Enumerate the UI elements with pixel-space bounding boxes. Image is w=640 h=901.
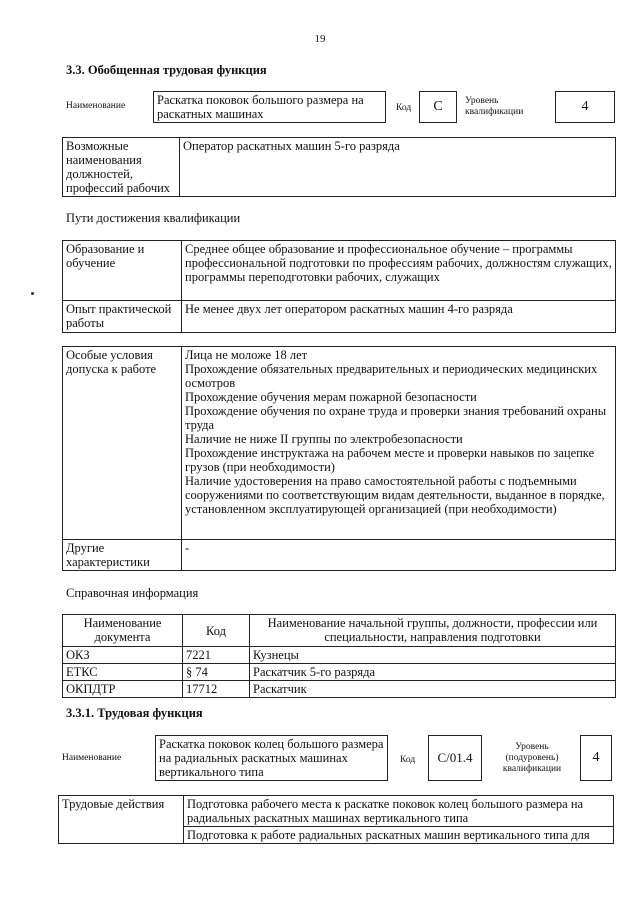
ref-header-doc: Наименование документа [63, 615, 183, 647]
level-value: 4 [555, 91, 615, 123]
other-value: - [182, 540, 616, 571]
section-heading: 3.3. Обобщенная трудовая функция [66, 63, 267, 77]
conditions-list [182, 347, 616, 540]
condition-item: Лица не моложе 18 лет [185, 348, 308, 362]
condition-item: Наличие не ниже II группы по электробезопасности [185, 432, 463, 446]
scan-speck [31, 292, 34, 295]
condition-item: Прохождение обязательных предварительных и периодических медицинских осмотров [185, 362, 598, 390]
level-value: 4 [580, 735, 612, 781]
ref-cell: Кузнецы [250, 647, 616, 664]
ref-header-code: Код [183, 615, 250, 647]
code-value: С/01.4 [428, 735, 482, 781]
action-item: Подготовка рабочего места к раскатке поковок колец большого размера на радиальных раскатных машинах вертикального типа [184, 796, 614, 827]
condition-item: Прохождение обучения мерам пожарной безопасности [185, 390, 477, 404]
ref-cell: ОКЗ [63, 647, 183, 664]
name-value: Раскатка поковок колец большого размера на радиальных раскатных машинах вертикального типа [155, 735, 388, 781]
name-label: Наименование [62, 753, 122, 763]
ref-cell: ОКПДТР [63, 681, 183, 698]
conditions-label: Особые условия допуска к работе [63, 347, 182, 540]
positions-value: Оператор раскатных машин 5-го разряда [180, 138, 616, 197]
ref-cell: ЕТКС [63, 664, 183, 681]
paths-heading: Пути достижения квалификации [66, 211, 241, 225]
name-value: Раскатка поковок большого размера на раскатных машинах [153, 91, 386, 123]
action-item: Подготовка к работе радиальных раскатных машин вертикального типа для [184, 827, 614, 844]
actions-label: Трудовые действия [59, 796, 184, 844]
condition-item: Наличие удостоверения на право самостоятельной работы с подъемными сооружениями по соответствующим видам деятельности, выданное в порядке, установленном эксплуатирующей организацией (при необходимости) [185, 474, 605, 516]
code-label: Код [400, 755, 416, 765]
condition-item: Прохождение инструктажа на рабочем месте и проверки навыков по зацепке грузов (при необходимости) [185, 446, 595, 474]
reference-table [62, 614, 616, 698]
paths-table [62, 240, 616, 333]
condition-item: Прохождение обучения по охране труда и проверки знания требований охраны труда [185, 404, 607, 432]
level-label: Уровень (подуровень) квалификации [502, 742, 562, 774]
experience-label: Опыт практической работы [63, 301, 182, 333]
code-label: Код [396, 103, 412, 113]
ref-cell: 7221 [183, 647, 250, 664]
level-label: Уровень квалификации [465, 96, 524, 117]
ref-header-name: Наименование начальной группы, должности, профессии или специальности, направления подготовки [250, 615, 616, 647]
page-number: 19 [314, 33, 326, 45]
experience-value: Не менее двух лет оператором раскатных машин 4-го разряда [182, 301, 616, 333]
education-value: Среднее общее образование и профессиональное обучение – программы профессиональной подготовки по профессиям рабочих, должностям служащих, программы переподготовки рабочих, служащих [182, 241, 616, 301]
reference-heading: Справочная информация [66, 586, 199, 600]
ref-cell: 17712 [183, 681, 250, 698]
ref-cell: § 74 [183, 664, 250, 681]
subsection-heading: 3.3.1. Трудовая функция [66, 706, 203, 720]
name-label: Наименование [66, 101, 126, 111]
actions-table [58, 795, 614, 844]
positions-table [62, 137, 616, 197]
education-label: Образование и обучение [63, 241, 182, 301]
code-value: С [419, 91, 457, 123]
other-label: Другие характеристики [63, 540, 182, 571]
positions-label: Возможные наименования должностей, профессий рабочих [63, 138, 180, 197]
conditions-table [62, 346, 616, 571]
ref-cell: Раскатчик 5-го разряда [250, 664, 616, 681]
ref-cell: Раскатчик [250, 681, 616, 698]
